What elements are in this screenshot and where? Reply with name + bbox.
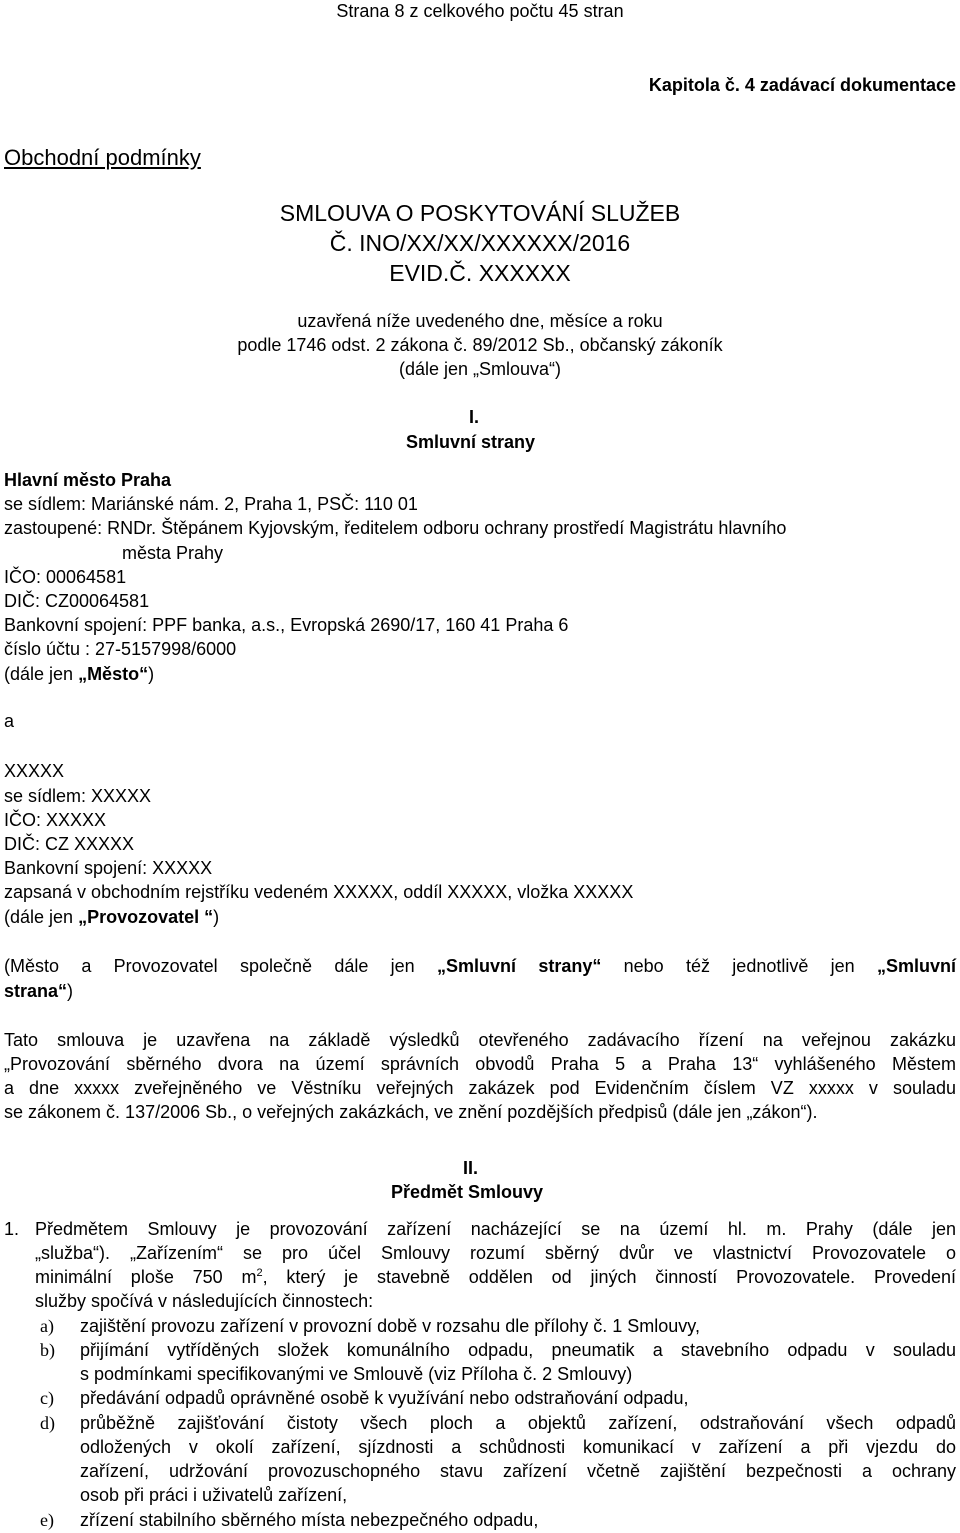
parties-note-line-1 [4,955,956,977]
operator-alias-name: „Provozovatel “ [78,907,214,927]
city-ico: IČO: 00064581 [4,567,127,587]
item-d-line-4: osob při práci i uživatelů zařízení, [80,1485,348,1505]
operator-alias-suffix: ) [213,907,220,927]
part-1-numeral: I. [469,407,480,427]
parties-note-c: nebo též jednotlivě jen [601,956,877,976]
city-seat: se sídlem: Mariánské nám. 2, Praha 1, PSČ: 110 01 [4,494,418,514]
item-c-line-1: předávání odpadů oprávněné osobě k využívání nebo odstraňování odpadu, [80,1388,689,1408]
operator-name: XXXXX [4,761,65,781]
parties-note-f: ) [67,981,74,1001]
operator-alias [4,906,219,928]
parties-note-d: „Smluvní [876,956,956,976]
contract-title: SMLOUVA O POSKYTOVÁNÍ SLUŽEB [279,200,681,226]
city-account: číslo účtu : 27-5157998/6000 [4,639,237,659]
conjunction: a [4,711,15,731]
parties-note-e: strana“ [4,981,68,1001]
item-a-line-1: zajištění provozu zařízení v provozní době v rozsahu dle přílohy č. 1 Smlouvy, [80,1316,700,1336]
city-alias-prefix: (dále jen [4,664,79,684]
city-alias-suffix: ) [148,664,155,684]
basis-line-4: se zákonem č. 137/2006 Sb., o veřejných zakázkách, ve znění pozdějších předpisů (dále jen „zákon“). [4,1102,818,1122]
city-alias [4,663,154,685]
item-d-line-2: odložených v okolí zařízení, sjízdnosti a schůdnosti komunikací v zařízení a při vjezdu do [80,1437,956,1457]
city-bank: Bankovní spojení: PPF banka, a.s., Evropská 2690/17, 160 41 Praha 6 [4,615,569,635]
subject-line-4: služby spočívá v následujících činnostech: [35,1291,374,1311]
item-d-marker: d) [40,1413,55,1433]
subject-line-1: Předmětem Smlouvy je provozování zařízení nacházející se na území hl. m. Prahy (dále jen [35,1219,956,1239]
section-title: Obchodní podmínky [4,145,201,170]
contract-evid: EVID.Č. XXXXXX [389,260,571,286]
parties-note-b: „Smluvní strany“ [437,956,602,976]
city-name: Hlavní město Praha [4,470,172,490]
item-b-marker: b) [40,1340,55,1360]
operator-bank: Bankovní spojení: XXXXX [4,858,213,878]
page-counter: Strana 8 z celkového počtu 45 stran [336,1,624,21]
chapter-label: Kapitola č. 4 zadávací dokumentace [648,75,956,95]
operator-ico: IČO: XXXXX [4,810,107,830]
parties-note-a: (Město a Provozovatel společně dále jen [4,956,437,976]
item-e-line-1: zřízení stabilního sběrného místa nebezpečného odpadu, [80,1510,539,1530]
subject-line-3-sup: 2 [256,1267,263,1279]
item-e-marker: e) [40,1510,54,1530]
operator-alias-prefix: (dále jen [4,907,79,927]
item-b-line-1: přijímání vytříděných složek komunálního odpadu, pneumatik a stavebního odpadu v souladu [80,1340,956,1360]
subject-line-3-a: minimální ploše 750 m [35,1267,257,1287]
part-2-numeral: II. [463,1158,479,1178]
city-represented-cont: města Prahy [122,543,224,563]
operator-register: zapsaná v obchodním rejstříku vedeném XXXXX, oddíl XXXXX, vložka XXXXX [4,882,634,902]
basis-line-2: „Provozování sběrného dvora na území správních obvodů Praha 5 a Praha 13“ vyhlášeného Městem [4,1054,956,1074]
city-dic: DIČ: CZ00064581 [4,591,150,611]
item-a-marker: a) [40,1316,54,1336]
subject-line-2: „služba“). „Zařízením“ se pro účel Smlouvy rozumí sběrný dvůr ve vlastnictví Provozovatele o [35,1243,956,1263]
subject-line-3-b: , který je stavebně oddělen od jiných činností Provozovatele. Provedení [262,1267,956,1287]
subject-line-3 [35,1266,956,1288]
item-d-line-3: zařízení, udržování provozuschopného stavu zařízení včetně zajištění bezpečnosti a ochrany [80,1461,956,1481]
city-alias-name: „Město“ [78,664,149,684]
subject-number: 1. [4,1219,20,1239]
concluded-line-3: (dále jen „Smlouva“) [398,359,562,379]
item-d-line-1: průběžně zajišťování čistoty všech ploch a objektů zařízení, odstraňování všech odpadů [80,1413,956,1433]
parties-note-line-2 [4,980,73,1002]
concluded-line-1: uzavřená níže uvedeného dne, měsíce a roku [297,311,663,331]
operator-seat: se sídlem: XXXXX [4,786,152,806]
item-b-line-2: s podmínkami specifikovanými ve Smlouvě (viz Příloha č. 2 Smlouvy) [80,1364,633,1384]
concluded-line-2: podle 1746 odst. 2 zákona č. 89/2012 Sb., občanský zákoník [237,335,723,355]
basis-line-3: a dne xxxxx zveřejněného ve Věstníku veřejných zakázek pod Evidenčním číslem VZ xxxxx v souladu [4,1078,956,1098]
contract-number: Č. INO/XX/XX/XXXXXX/2016 [329,230,631,256]
operator-dic: DIČ: CZ XXXXX [4,834,135,854]
city-represented: zastoupené: RNDr. Štěpánem Kyjovským, ředitelem odboru ochrany prostředí Magistrátu hlavního [4,518,787,538]
basis-line-1: Tato smlouva je uzavřena na základě výsledků otevřeného zadávacího řízení na veřejnou zakázku [4,1030,956,1050]
item-c-marker: c) [40,1388,54,1408]
part-1-heading: Smluvní strany [406,432,536,452]
part-2-heading: Předmět Smlouvy [391,1182,544,1202]
